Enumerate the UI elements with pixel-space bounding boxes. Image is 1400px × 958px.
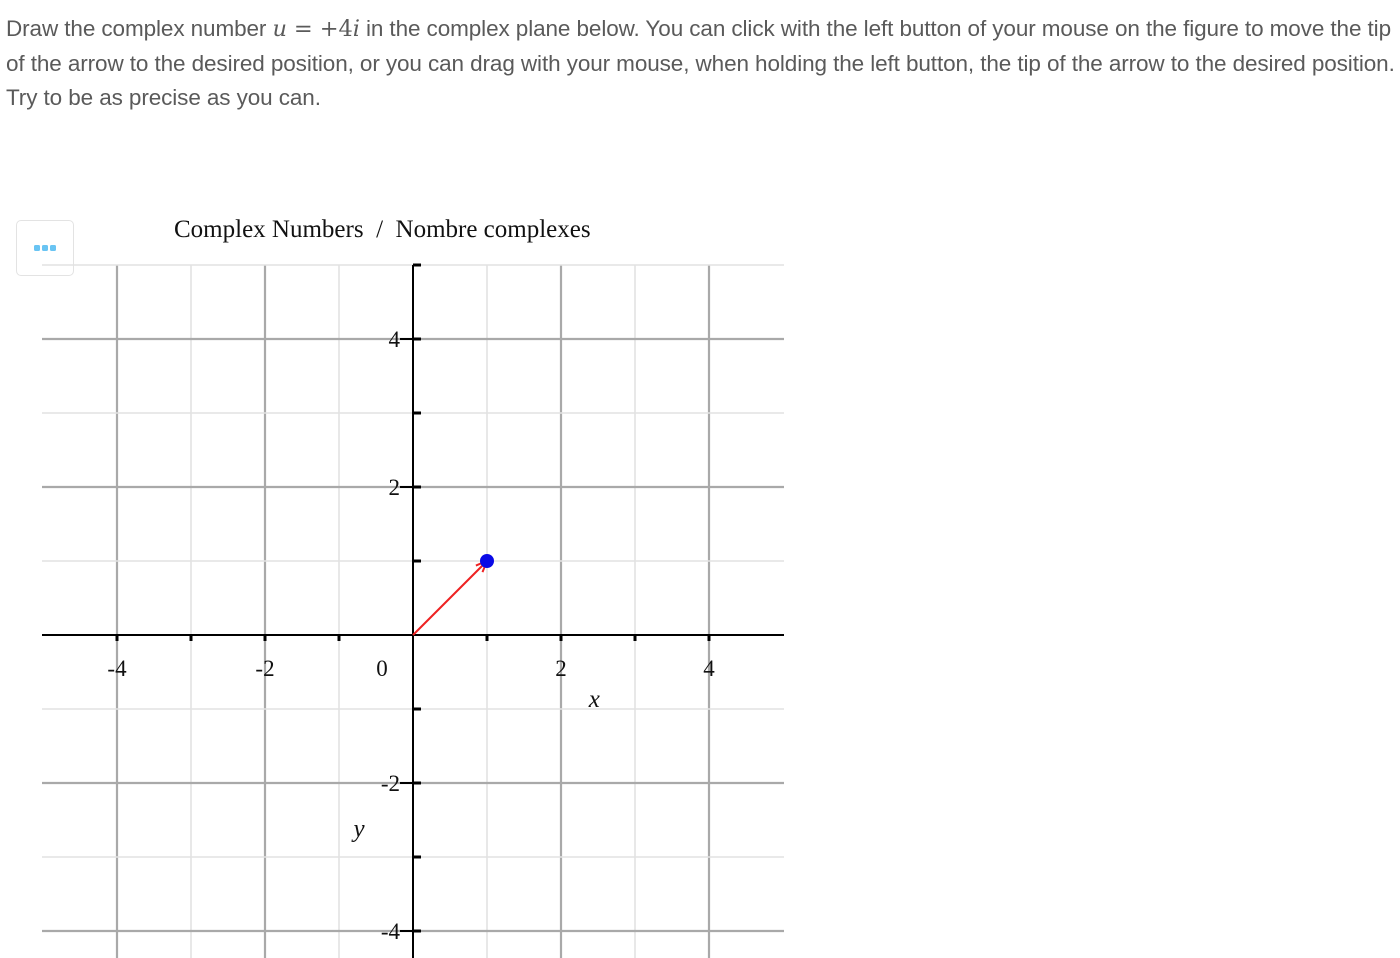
y-tick-label: -2 (380, 771, 400, 796)
instructions-part2: in the complex plane below. You can click with the left button of your mouse on the figure to move the tip of the arrow to the desired position, or you can drag with your mouse, when holding the left button, the tip of the arrow to the desired position. Try to be as precise as you can. (6, 16, 1395, 110)
y-tick-label: 2 (388, 475, 400, 500)
x-tick-label: 2 (555, 656, 567, 681)
math-imaginary-unit: i (352, 16, 360, 42)
origin-label: 0 (376, 656, 388, 681)
x-tick-label: -2 (255, 656, 275, 681)
instructions-part1: Draw the complex number (6, 16, 273, 41)
vector-arrow-line (413, 561, 487, 635)
math-variable: u (272, 16, 287, 42)
x-axis-label: x (588, 686, 600, 713)
vector-tip-handle[interactable] (480, 554, 494, 568)
y-tick-label: 4 (388, 327, 400, 352)
x-tick-label: -4 (107, 656, 127, 681)
plot-title: Complex Numbers / Nombre complexes (174, 216, 591, 243)
math-equation: = +4 (286, 16, 353, 42)
y-tick-label: -4 (380, 919, 400, 944)
x-tick-label: 4 (703, 656, 715, 681)
y-axis-label: y (353, 815, 365, 843)
